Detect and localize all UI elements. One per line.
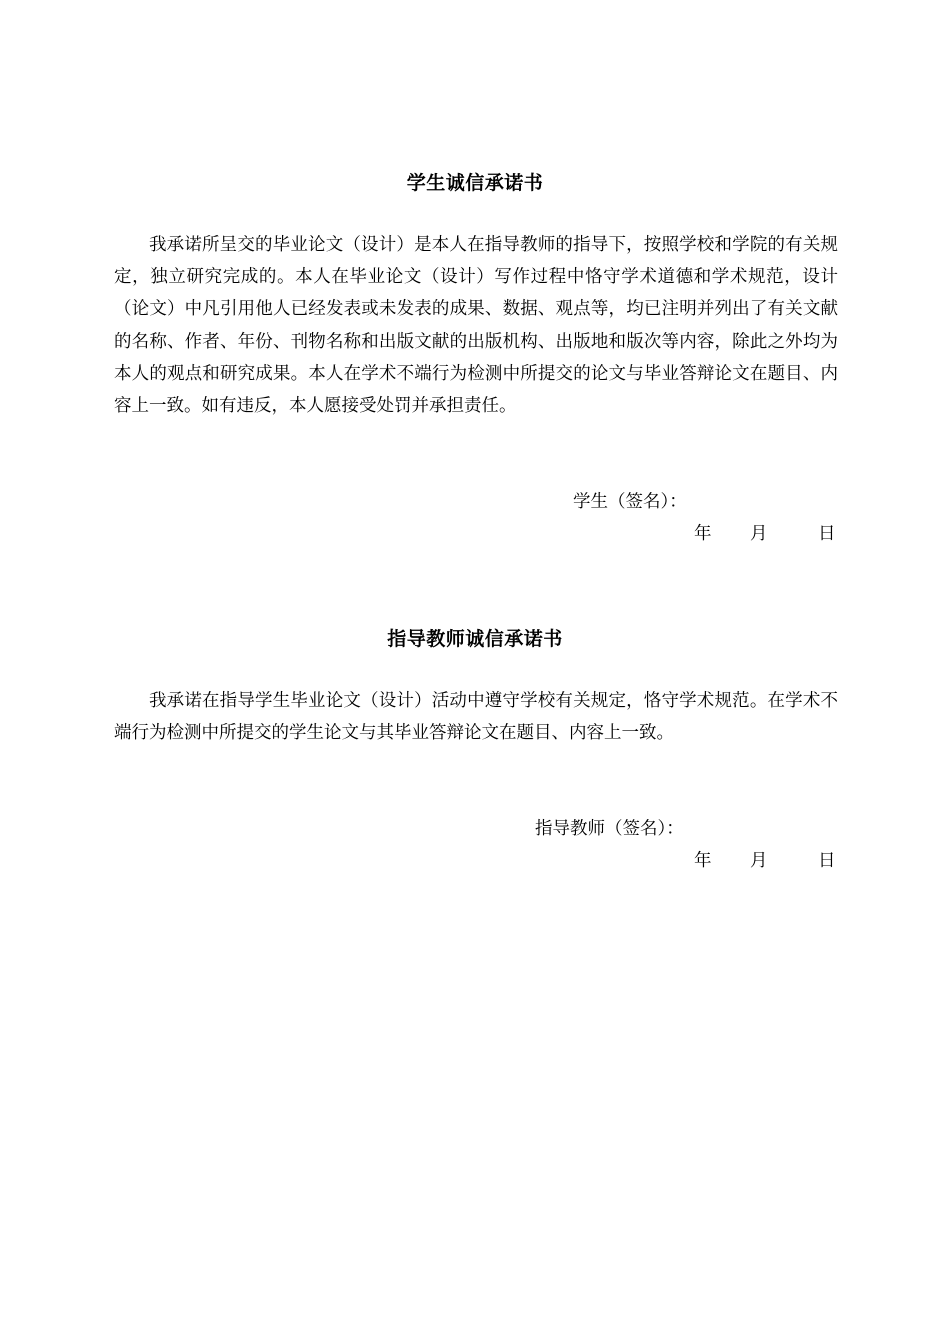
advisor-pledge-body: 我承诺在指导学生毕业论文（设计）活动中遵守学校有关规定，恪守学术规范。在学术不端行为检测中所提交的学生论文与其毕业答辩论文在题目、内容上一致。 xyxy=(114,691,838,744)
date-day-label: 日 xyxy=(818,524,836,544)
student-signature-label: 学生（签名）： xyxy=(573,492,687,512)
date-year-label: 年 xyxy=(694,851,712,871)
advisor-date-line xyxy=(694,847,844,871)
student-pledge-body: 我承诺所呈交的毕业论文（设计）是本人在指导教师的指导下，按照学校和学院的有关规定，独立研究完成的。本人在毕业论文（设计）写作过程中恪守学术道德和学术规范，设计（论文）中凡引用他人已经发表或未发表的成果、数据、观点等，均已注明并列出了有关文献的名称、作者、年份、刊物名称和出版文献的出版机构、出版地和版次等内容，除此之外均为本人的观点和研究成果。本人在学术不端行为检测中所提交的论文与毕业答辩论文在题目、内容上一致。如有违反，本人愿接受处罚并承担责任。 xyxy=(114,235,838,417)
student-date-line xyxy=(694,520,844,544)
date-month-label: 月 xyxy=(750,851,768,871)
advisor-pledge-title: 指导教师诚信承诺书 xyxy=(387,628,563,650)
date-month-label: 月 xyxy=(750,524,768,544)
date-day-label: 日 xyxy=(818,851,836,871)
advisor-signature-label: 指导教师（签名）： xyxy=(535,819,684,839)
date-year-label: 年 xyxy=(694,524,712,544)
student-pledge-title: 学生诚信承诺书 xyxy=(406,172,544,194)
